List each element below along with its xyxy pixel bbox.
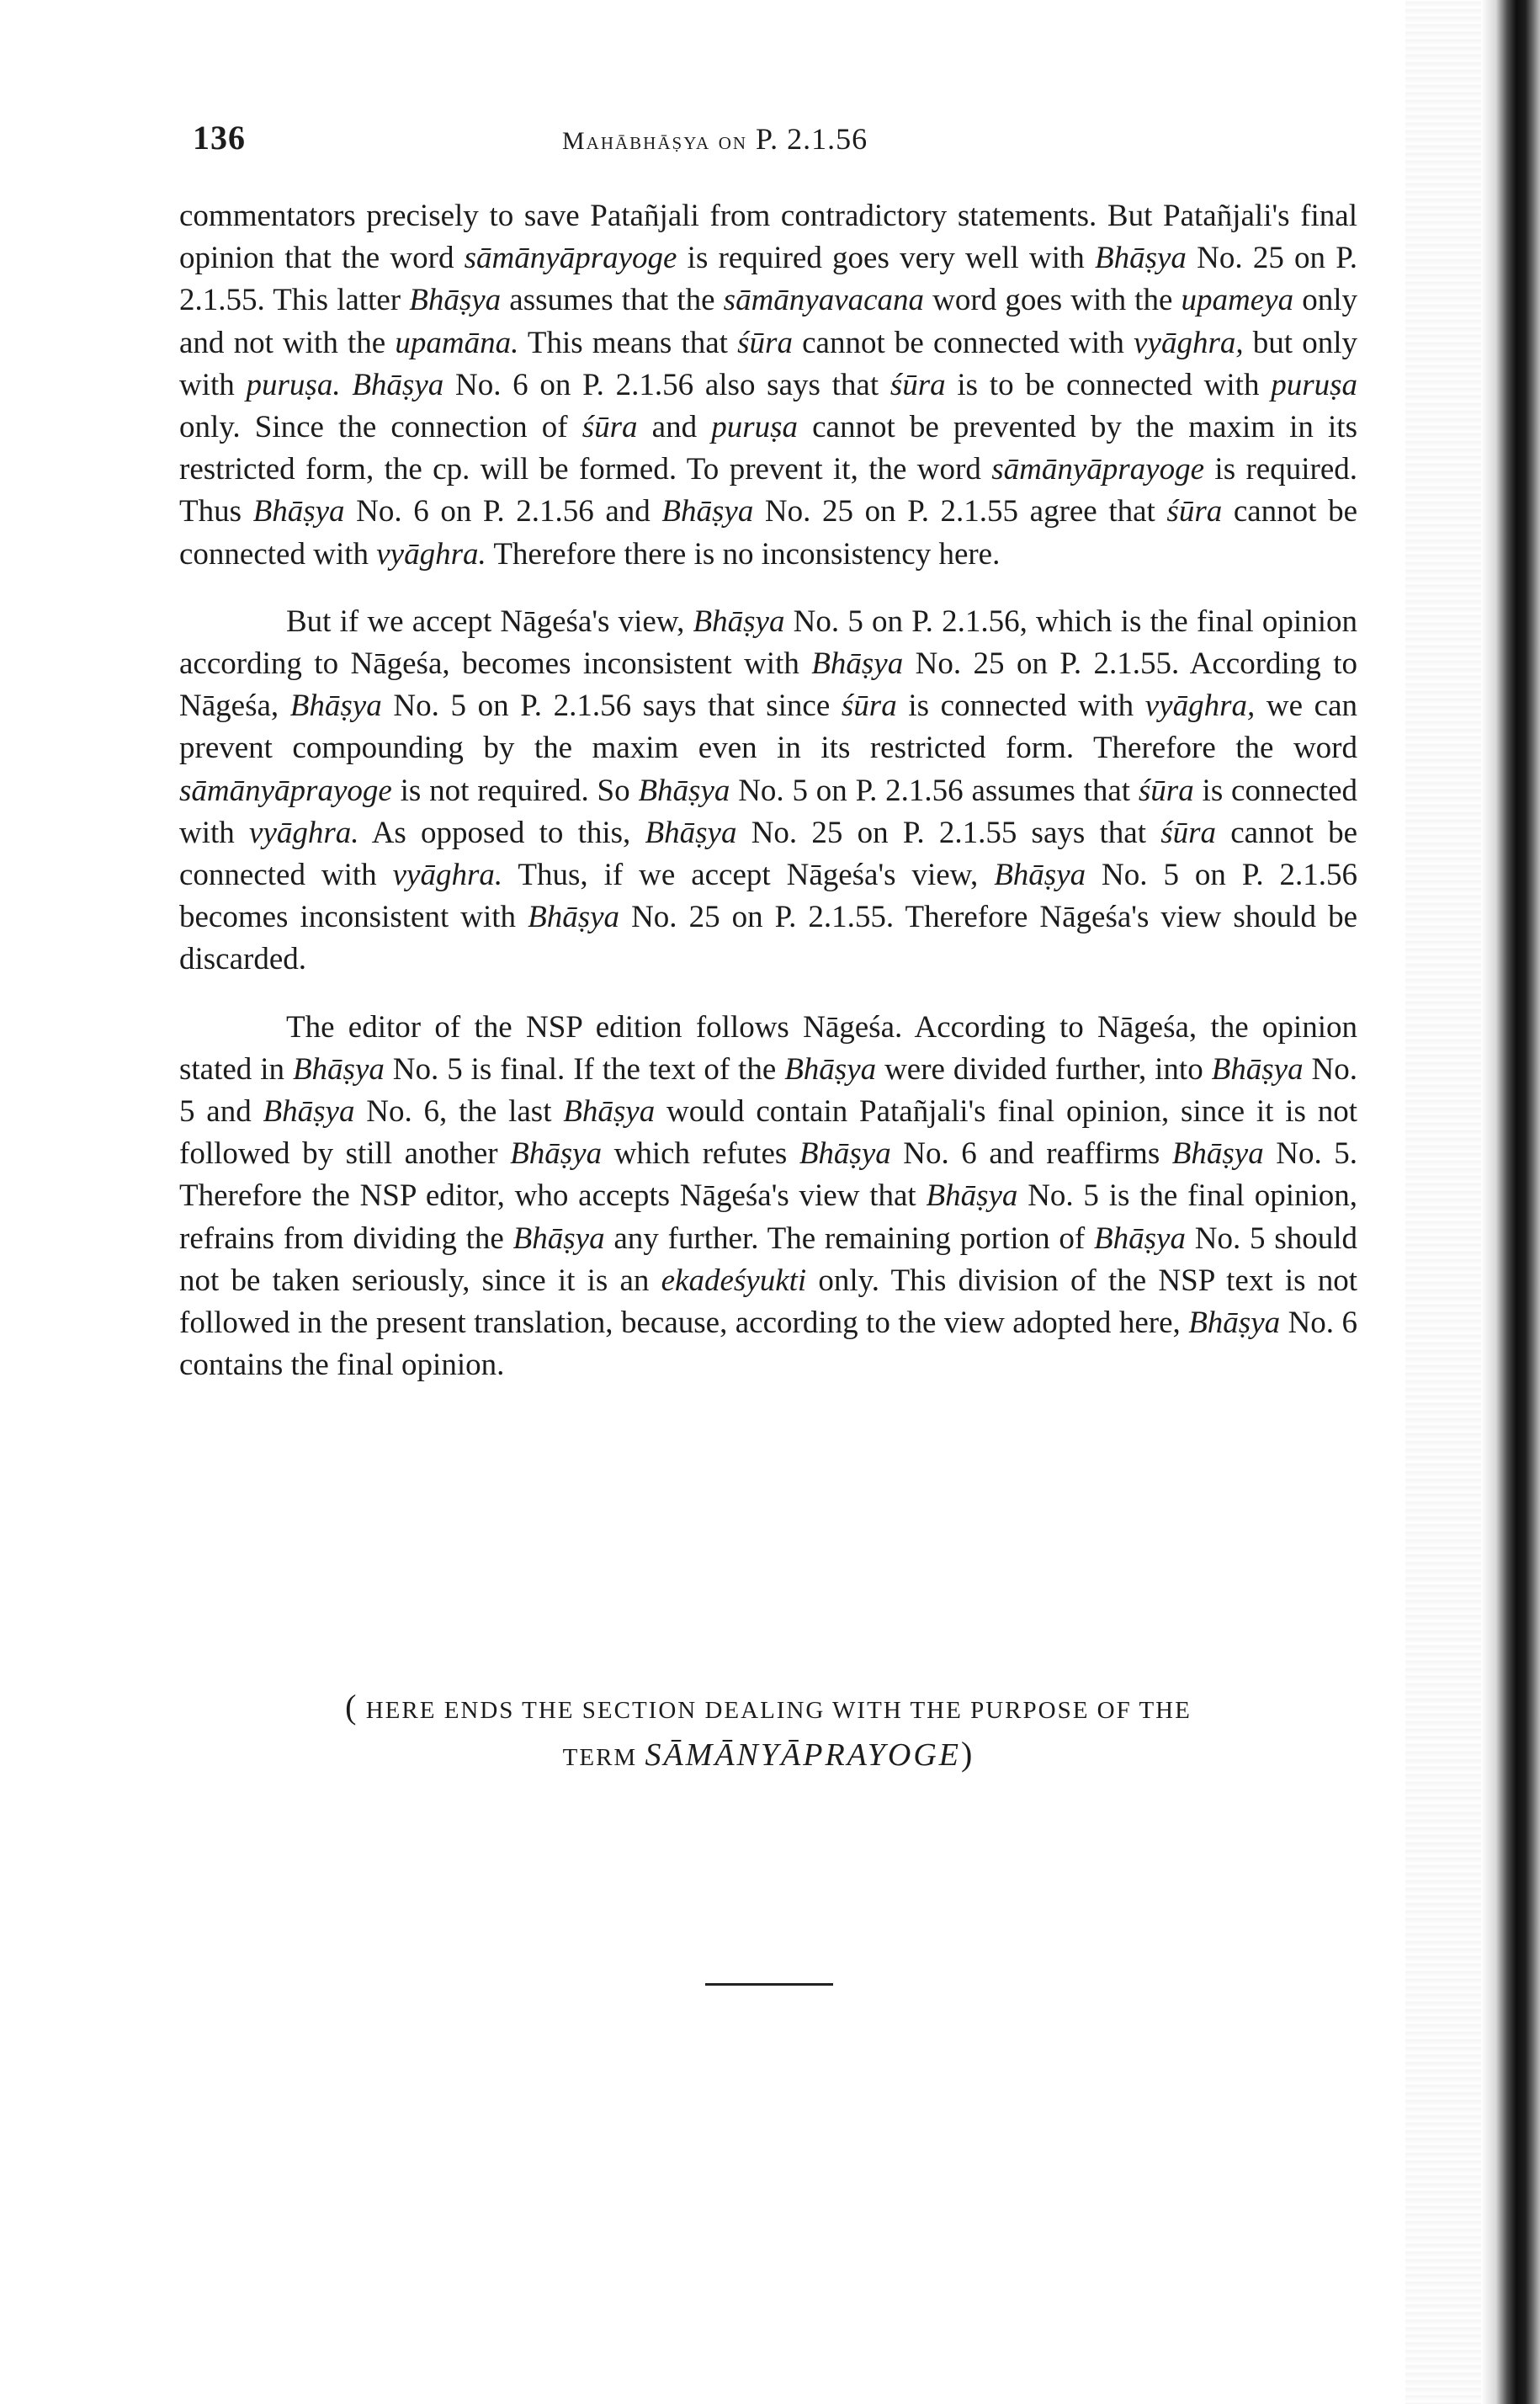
italic-term: Bhāṣya xyxy=(289,689,382,724)
text-run: No. 6 contains the final opinion. xyxy=(179,1306,1357,1383)
page-binding-edge xyxy=(1481,0,1540,2404)
text-run: No. 6 and reaffirms xyxy=(890,1136,1172,1172)
italic-term: Bhāṣya xyxy=(263,1094,355,1130)
text-run: only. This division of the NSP text is not followed in the present translation, because, according to the view adopted here, xyxy=(179,1263,1357,1341)
italic-term: upameya xyxy=(1181,283,1294,318)
italic-term: Bhāṣya xyxy=(528,900,620,935)
italic-term: Bhāṣya xyxy=(645,815,737,850)
text-run: No. 5 should not be taken seriously, since it is an xyxy=(179,1221,1357,1298)
text-run: assumes that the xyxy=(501,283,724,318)
text-run: is required goes very well with xyxy=(677,241,1095,276)
paragraph xyxy=(179,195,1357,576)
italic-term: Bhāṣya xyxy=(1094,1221,1186,1256)
text-run: No. 25 on P. 2.1.55. This latter xyxy=(179,241,1357,318)
text-run: No. 5. Therefore the NSP editor, who accepts Nāgeśa's view that xyxy=(179,1136,1358,1214)
text-run: would contain Patañjali's final opinion, since it is not followed by still another xyxy=(179,1094,1357,1172)
text-run: which refutes xyxy=(602,1136,799,1172)
italic-term: śūra xyxy=(581,410,638,445)
text-run: is connected with xyxy=(896,689,1145,724)
text-run: is connected with xyxy=(179,773,1357,850)
italic-term: Bhāṣya xyxy=(784,1051,877,1087)
text-run: But if we accept Nāgeśa's view, xyxy=(286,604,693,639)
text-run: cannot be connected with xyxy=(179,494,1357,572)
text-run: This means that xyxy=(518,325,738,360)
text-run: were divided further, into xyxy=(876,1051,1212,1087)
text-run: Thus, if we accept Nāgeśa's view, xyxy=(502,858,995,893)
italic-term: sāmānyāprayoge xyxy=(179,773,392,808)
text-run: commentators precisely to save Patañjali from contradictory statements. But Patañjali's final opinion that the word xyxy=(179,199,1357,276)
italic-term: śūra xyxy=(1160,815,1217,850)
text-run: No. 5 is the final opinion, refrains from dividing the xyxy=(179,1178,1357,1256)
running-head-title: Mahābhāṣya on xyxy=(562,127,748,155)
italic-term: Bhāṣya xyxy=(1094,241,1187,276)
italic-term: Bhāṣya xyxy=(638,773,730,808)
term-word: SĀMĀNYĀPRAYOGE xyxy=(645,1737,962,1773)
text-run: No. 6 on P. 2.1.56 and xyxy=(344,494,662,529)
italic-term: Bhāṣya xyxy=(1188,1306,1281,1341)
section-end-text: HERE ENDS THE SECTION DEALING WITH THE PURPOSE OF THE xyxy=(365,1697,1192,1724)
italic-term: Bhāṣya xyxy=(292,1051,385,1087)
italic-term: upamāna. xyxy=(395,325,519,360)
section-end-line-2 xyxy=(179,1732,1357,1779)
italic-term: puruṣa xyxy=(1271,367,1357,402)
italic-term: vyāghra. xyxy=(249,815,359,850)
page-header xyxy=(0,118,1540,168)
italic-term: Bhāṣya xyxy=(1211,1051,1304,1087)
italic-term: Bhāṣya xyxy=(661,494,754,529)
text-run: cannot be connected with xyxy=(179,815,1358,893)
running-head xyxy=(562,121,868,157)
text-run: and xyxy=(637,410,712,445)
text-run: The editor of the NSP edition follows Nāgeśa. According to Nāgeśa, the opinion stated in xyxy=(179,1009,1357,1087)
paragraph xyxy=(179,1007,1357,1387)
italic-term: Bhāṣya xyxy=(252,494,345,529)
text-run: any further. The remaining portion of xyxy=(604,1221,1095,1256)
page-number: 136 xyxy=(193,119,246,157)
open-parenthesis: ( xyxy=(345,1688,358,1726)
text-run: is not required. So xyxy=(391,773,639,808)
text-run: No. 5 is final. If the text of the xyxy=(384,1051,785,1087)
italic-term: sāmānyāprayoge xyxy=(991,452,1205,487)
italic-term: sāmānyāprayoge xyxy=(464,241,677,276)
italic-term: Bhāṣya xyxy=(926,1178,1018,1214)
running-head-reference: P. 2.1.56 xyxy=(756,122,868,156)
italic-term: śūra xyxy=(1166,494,1223,529)
italic-term: Bhāṣya xyxy=(811,646,904,682)
italic-term: vyāghra, xyxy=(1134,325,1244,360)
text-run: No. 5 and xyxy=(179,1051,1357,1130)
term-label: TERM xyxy=(562,1744,638,1771)
end-rule xyxy=(705,1983,833,1986)
italic-term: vyāghra, xyxy=(1144,689,1256,724)
text-run: No. 6, the last xyxy=(354,1094,564,1130)
italic-term: Bhāṣya xyxy=(510,1136,603,1172)
italic-term: Bhāṣya xyxy=(409,283,502,318)
text-run: No. 25 on P. 2.1.55 says that xyxy=(736,815,1161,850)
italic-term: śūra xyxy=(737,325,793,360)
italic-term: Bhāṣya xyxy=(352,367,444,402)
section-end-line-1 xyxy=(179,1685,1357,1732)
text-run: No. 5 on P. 2.1.56 assumes that xyxy=(730,773,1139,808)
italic-term: Bhāṣya xyxy=(994,858,1086,893)
text-run: is to be connected with xyxy=(945,367,1272,402)
text-run: is required. Thus xyxy=(179,452,1357,529)
text-run: No. 25 on P. 2.1.55. According to Nāgeśa, xyxy=(179,646,1357,724)
text-run: only. Since the connection of xyxy=(179,410,582,445)
italic-term: Bhāṣya xyxy=(693,604,785,639)
italic-term: vyāghra. xyxy=(376,536,486,572)
italic-term: sāmānyavacana xyxy=(723,283,925,318)
italic-term: Bhāṣya xyxy=(1171,1136,1264,1172)
italic-term: śūra xyxy=(889,367,946,402)
italic-term: puruṣa xyxy=(711,410,798,445)
text-run: No. 25 on P. 2.1.55 agree that xyxy=(753,494,1167,529)
text-run: No. 5 on P. 2.1.56, which is the final opinion according to Nāgeśa, becomes inconsistent with xyxy=(179,604,1357,682)
italic-term: vyāghra. xyxy=(392,858,503,893)
text-run: As opposed to this, xyxy=(358,815,645,850)
italic-term: ekadeśyukti xyxy=(661,1263,807,1298)
text-run: No. 5 on P. 2.1.56 becomes inconsistent with xyxy=(179,858,1357,935)
body-text xyxy=(179,195,1357,1386)
italic-term: puruṣa. xyxy=(246,367,341,402)
text-run xyxy=(341,368,353,402)
text-run: only and not with the xyxy=(179,283,1357,360)
text-run: No. 5 on P. 2.1.56 says that since xyxy=(381,689,842,724)
italic-term: Bhāṣya xyxy=(512,1221,605,1256)
text-run: Therefore there is no inconsistency here. xyxy=(486,536,1001,572)
text-run: but only with xyxy=(179,325,1357,402)
text-run: word goes with the xyxy=(924,283,1182,318)
italic-term: Bhāṣya xyxy=(799,1136,891,1172)
italic-term: śūra xyxy=(841,689,897,724)
text-run: No. 6 on P. 2.1.56 also says that xyxy=(443,367,890,402)
italic-term: śūra xyxy=(1138,773,1194,808)
italic-term: Bhāṣya xyxy=(563,1094,656,1130)
text-run: cannot be prevented by the maxim in its restricted form, the cp. will be formed. To prevent it, the word xyxy=(179,410,1357,487)
close-parenthesis: ) xyxy=(961,1735,974,1773)
text-run: we can prevent compounding by the maxim even in its restricted form. Therefore the word xyxy=(179,689,1357,766)
text-run: No. 25 on P. 2.1.55. Therefore Nāgeśa's view should be discarded. xyxy=(179,900,1357,977)
section-end-note xyxy=(179,1685,1357,1779)
paragraph xyxy=(179,601,1357,981)
text-run: cannot be connected with xyxy=(792,325,1134,360)
